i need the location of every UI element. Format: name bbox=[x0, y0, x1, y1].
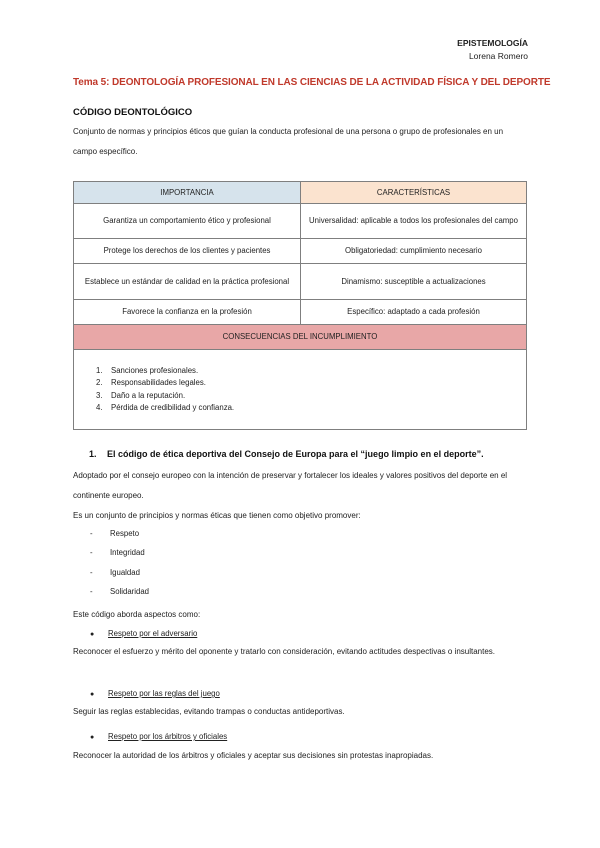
list-item bbox=[96, 365, 526, 378]
list-item-text: Pérdida de credibilidad y confianza. bbox=[111, 403, 235, 412]
dash-marker: - bbox=[90, 548, 93, 558]
header-subject: EPISTEMOLOGÍA bbox=[457, 38, 528, 48]
list-item-text: Daño a la reputación. bbox=[111, 390, 186, 400]
table-row bbox=[74, 264, 527, 300]
list-item bbox=[90, 563, 149, 582]
paragraph: Este código aborda aspectos como: bbox=[73, 610, 201, 619]
page-header bbox=[457, 37, 528, 63]
list-number: 3. bbox=[96, 390, 103, 400]
aspect-label: Respeto por los árbitros y oficiales bbox=[108, 732, 228, 741]
paragraph: Adoptado por el consejo europeo con la intención de preservar y fortalecer los ideales y valores positivos del deporte en el continente europeo. bbox=[73, 471, 508, 500]
importance-column-header: IMPORTANCIA bbox=[74, 182, 301, 204]
list-number: 1. bbox=[96, 365, 103, 375]
list-number: 4. bbox=[96, 403, 103, 412]
list-item bbox=[96, 390, 526, 403]
consequences-cell bbox=[74, 350, 527, 430]
characteristic-cell: Dinamismo: susceptible a actualizaciones bbox=[301, 264, 527, 300]
list-item-text: Responsabilidades legales. bbox=[111, 378, 206, 387]
list-number: 2. bbox=[96, 378, 103, 387]
characteristic-cell: Específico: adaptado a cada profesión bbox=[301, 300, 527, 325]
section-number: 1. bbox=[89, 449, 97, 459]
deontology-table bbox=[73, 181, 527, 430]
list-item-text: Solidaridad bbox=[110, 586, 150, 596]
paragraph: Reconocer la autoridad de los árbitros y oficiales y aceptar sus decisiones sin protestas inapropiadas. bbox=[73, 751, 434, 760]
table-row bbox=[74, 204, 527, 239]
section-1-heading bbox=[89, 449, 484, 459]
list-item-text: Igualdad bbox=[110, 567, 140, 577]
section-title: El código de ética deportiva del Consejo de Europa para el “juego limpio en el deporte”. bbox=[107, 449, 484, 459]
list-item-text: Respeto bbox=[110, 529, 140, 538]
bullet-icon: ● bbox=[90, 691, 95, 698]
aspect-label: Respeto por el adversario bbox=[108, 629, 198, 638]
bullet-icon: ● bbox=[90, 734, 95, 741]
importance-cell: Favorece la confianza en la profesión bbox=[74, 300, 301, 325]
list-item-text: Integridad bbox=[110, 548, 145, 558]
list-item bbox=[90, 543, 149, 562]
aspect-heading bbox=[90, 727, 227, 747]
bullet-icon: ● bbox=[90, 631, 95, 638]
definition-paragraph: Conjunto de normas y principios éticos que guían la conducta profesional de una persona o grupo de profesionales en un campo específico. bbox=[73, 127, 504, 156]
consequences-header: CONSECUENCIAS DEL INCUMPLIMIENTO bbox=[74, 325, 527, 350]
table-row bbox=[74, 239, 527, 264]
topic-title: Tema 5: DEONTOLOGÍA PROFESIONAL EN LAS CIENCIAS DE LA ACTIVIDAD FÍSICA Y DEL DEPORTE bbox=[73, 77, 551, 88]
dash-marker: - bbox=[90, 529, 93, 538]
aspect-heading bbox=[90, 624, 197, 644]
list-item-text: Sanciones profesionales. bbox=[111, 365, 199, 375]
characteristic-cell: Obligatoriedad: cumplimiento necesario bbox=[301, 239, 527, 264]
dash-marker: - bbox=[90, 586, 93, 596]
importance-cell: Protege los derechos de los clientes y pacientes bbox=[74, 239, 301, 264]
table-row bbox=[74, 300, 527, 325]
importance-cell: Establece un estándar de calidad en la práctica profesional bbox=[74, 264, 301, 300]
aspect-heading bbox=[90, 684, 220, 704]
paragraph: Es un conjunto de principios y normas éticas que tienen como objetivo promover: bbox=[73, 511, 361, 520]
list-item bbox=[96, 377, 526, 390]
paragraph: Reconocer el esfuerzo y mérito del oponente y tratarlo con consideración, evitando actitudes despectivas o insultantes. bbox=[73, 647, 496, 656]
characteristic-cell: Universalidad: aplicable a todos los profesionales del campo bbox=[301, 204, 527, 239]
importance-cell: Garantiza un comportamiento ético y profesional bbox=[74, 204, 301, 239]
aspect-label: Respeto por las reglas del juego bbox=[108, 689, 220, 698]
list-item bbox=[90, 524, 149, 543]
consequences-list bbox=[96, 365, 526, 415]
header-author: Lorena Romero bbox=[468, 51, 528, 61]
dash-marker: - bbox=[90, 567, 93, 577]
list-item bbox=[96, 402, 526, 415]
paragraph: Seguir las reglas establecidas, evitando trampas o conductas antideportivas. bbox=[73, 707, 345, 716]
list-item bbox=[90, 582, 149, 601]
values-list bbox=[90, 524, 149, 601]
section-heading: CÓDIGO DEONTOLÓGICO bbox=[73, 107, 193, 118]
characteristics-column-header: CARACTERÍSTICAS bbox=[301, 182, 527, 204]
